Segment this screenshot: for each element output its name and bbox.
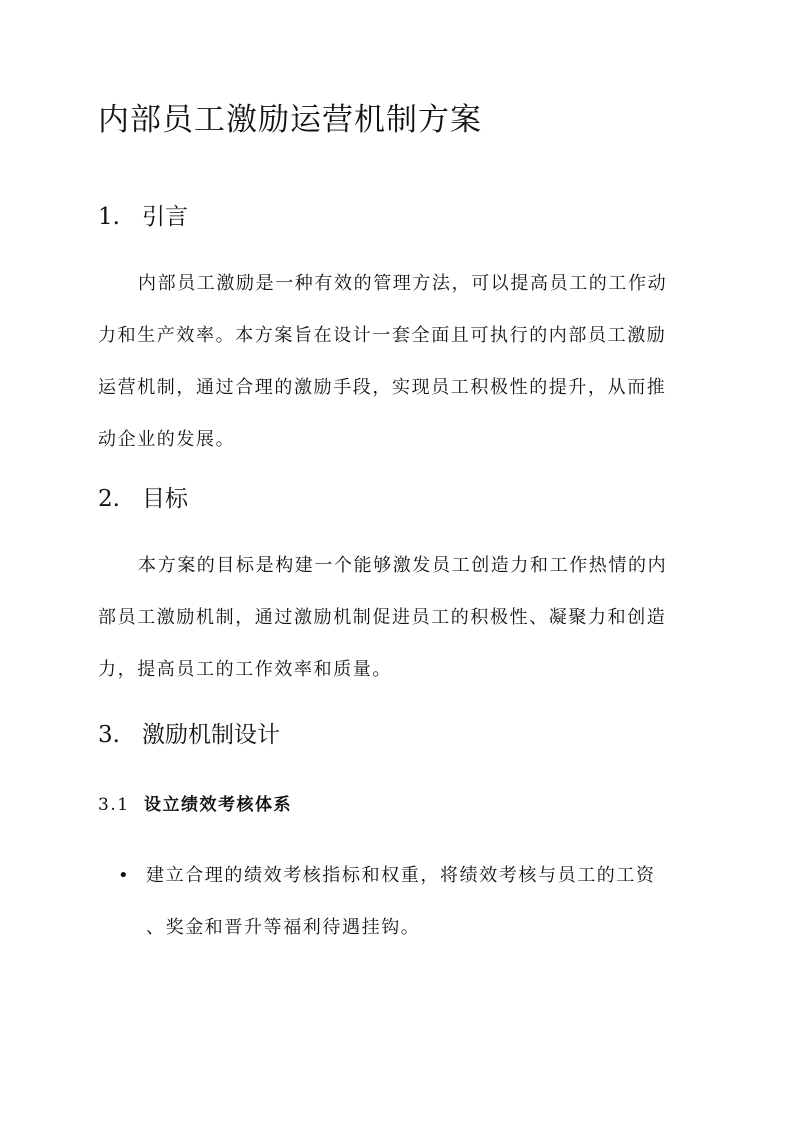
section-paragraph-intro xyxy=(98,258,702,466)
section-heading-goals xyxy=(98,480,188,513)
paragraph-line: 力和生产效率。本方案旨在设计一套全面且可执行的内部员工激励 xyxy=(98,325,667,346)
subsection-number: 3.1 xyxy=(98,795,130,815)
paragraph-line: 部员工激励机制，通过激励机制促进员工的积极性、凝聚力和创造 xyxy=(98,607,667,628)
bullet-list xyxy=(118,850,698,954)
section-heading-intro xyxy=(98,198,188,231)
document-title: 内部员工激励运营机制方案 xyxy=(98,102,482,138)
subsection-heading xyxy=(98,790,292,815)
section-title: 引言 xyxy=(142,204,188,230)
paragraph-line: 内部员工激励是一种有效的管理方法，可以提高员工的工作动 xyxy=(138,273,668,294)
section-heading-design xyxy=(98,716,280,749)
paragraph-line: 动企业的发展。 xyxy=(98,429,236,450)
list-item-line: 建立合理的绩效考核指标和权重，将绩效考核与员工的工资 xyxy=(146,865,656,886)
paragraph-line: 运营机制，通过合理的激励手段，实现员工积极性的提升，从而推 xyxy=(98,377,667,398)
paragraph-line: 力，提高员工的工作效率和质量。 xyxy=(98,659,392,680)
section-title: 激励机制设计 xyxy=(142,722,280,748)
subsection-title: 设立绩效考核体系 xyxy=(144,795,292,815)
paragraph-line: 本方案的目标是构建一个能够激发员工创造力和工作热情的内 xyxy=(138,555,668,576)
section-number: 3. xyxy=(98,722,120,748)
section-number: 1. xyxy=(98,204,120,230)
section-number: 2. xyxy=(98,486,120,512)
list-item-line: 、奖金和晋升等福利待遇挂钩。 xyxy=(146,917,421,938)
section-paragraph-goals xyxy=(98,540,702,696)
bullet-icon: • xyxy=(118,865,131,886)
section-title: 目标 xyxy=(142,486,188,512)
list-item xyxy=(118,850,698,954)
